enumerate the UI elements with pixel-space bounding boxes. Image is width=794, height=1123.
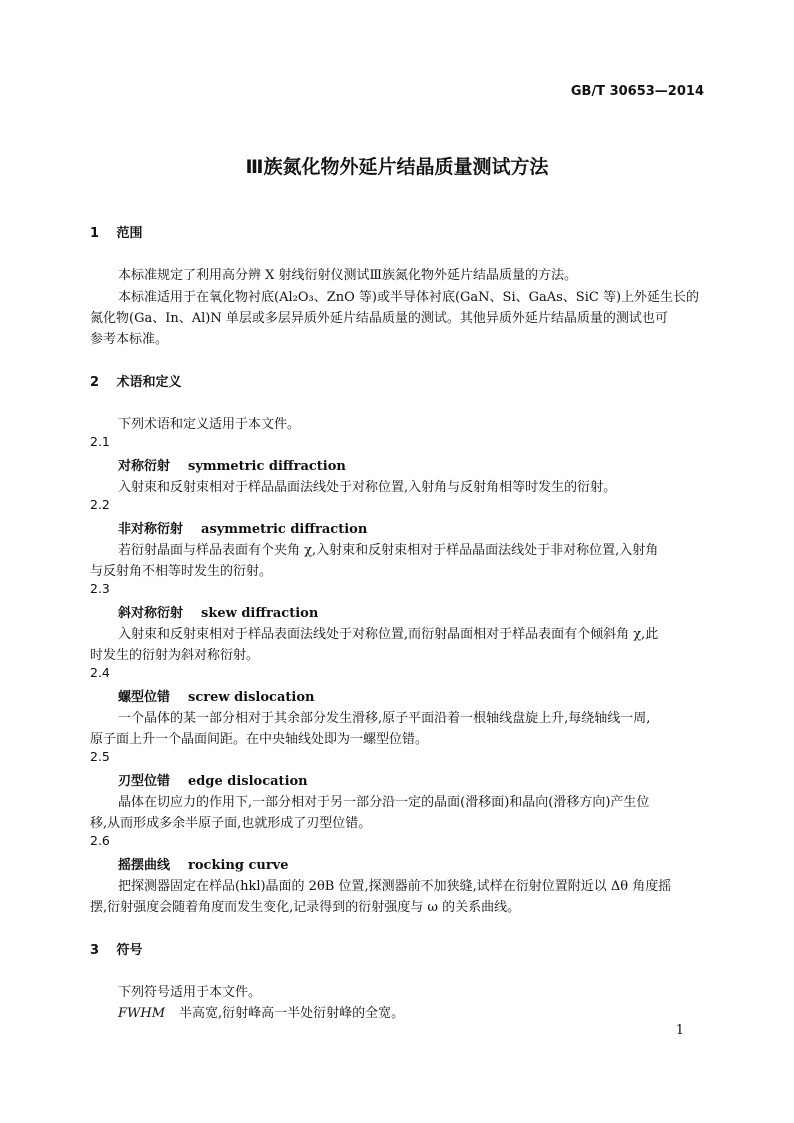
term-zh: 刃型位错 (118, 774, 171, 789)
term-heading (118, 602, 318, 621)
paragraph-line: 参考本标准。 (90, 332, 169, 347)
standard-number: GB/T 30653—2014 (570, 84, 704, 99)
section-number: 1 (90, 226, 100, 241)
term-zh: 螺型位错 (118, 690, 171, 705)
term-en: screw dislocation (188, 690, 315, 705)
definition-line: 入射束和反射束相对于样品晶面法线处于对称位置,入射角与反射角相等时发生的衍射。 (118, 480, 617, 495)
term-zh: 摇摆曲线 (118, 858, 171, 873)
definition-line: 与反射角不相等时发生的衍射。 (90, 564, 273, 579)
section-3-heading (90, 939, 143, 958)
term-zh: 斜对称衍射 (118, 606, 184, 621)
term-en: rocking curve (188, 858, 289, 873)
definition-line: 原子面上升一个晶面间距。在中央轴线处即为一螺型位错。 (90, 732, 429, 747)
paragraph-line: 下列术语和定义适用于本文件。 (118, 417, 301, 432)
term-en: skew diffraction (201, 606, 319, 621)
clause-number: 2.4 (90, 665, 110, 680)
section-number: 2 (90, 375, 100, 390)
document-title: Ⅲ族氮化物外延片结晶质量测试方法 (245, 156, 549, 178)
term-heading (118, 770, 308, 789)
page-number: 1 (675, 1023, 684, 1038)
section-title: 范围 (116, 226, 143, 241)
section-number: 3 (90, 943, 100, 958)
paragraph-line: 本标准规定了利用高分辨 X 射线衍射仪测试Ⅲ族氮化物外延片结晶质量的方法。 (118, 268, 578, 283)
clause-number: 2.1 (90, 434, 110, 449)
definition-line: 入射束和反射束相对于样品表面法线处于对称位置,而衍射晶面相对于样品表面有个倾斜角 χ,此 (118, 627, 659, 642)
symbol-entry (118, 1002, 404, 1021)
paragraph-line: 氮化物(Ga、In、Al)N 单层或多层异质外延片结晶质量的测试。其他异质外延片结晶质量的测试也可 (90, 311, 668, 326)
definition-line: 摆,衍射强度会随着角度而发生变化,记录得到的衍射强度与 ω 的关系曲线。 (90, 900, 521, 915)
paragraph-line: 下列符号适用于本文件。 (118, 985, 262, 1000)
definition-line: 移,从而形成多余半原子面,也就形成了刃型位错。 (90, 816, 372, 831)
clause-number: 2.3 (90, 581, 110, 596)
term-heading (118, 686, 314, 705)
clause-number: 2.2 (90, 497, 110, 512)
definition-line: 一个晶体的某一部分相对于其余部分发生滑移,原子平面沿着一根轴线盘旋上升,每绕轴线一周, (118, 711, 651, 726)
section-1-heading (90, 222, 143, 241)
term-heading (118, 854, 289, 873)
term-en: symmetric diffraction (188, 459, 346, 474)
term-zh: 对称衍射 (118, 459, 171, 474)
section-title: 术语和定义 (116, 375, 182, 390)
clause-number: 2.6 (90, 833, 110, 848)
definition-line: 若衍射晶面与样品表面有个夹角 χ,入射束和反射束相对于样品晶面法线处于非对称位置,入射角 (118, 543, 659, 558)
section-2-heading (90, 371, 182, 390)
definition-line: 把探测器固定在样品(hkl)晶面的 2θB 位置,探测器前不加狭缝,试样在衍射位置附近以 Δθ 角度摇 (118, 879, 672, 894)
symbol-definition: 半高宽,衍射峰高一半处衍射峰的全宽。 (179, 1006, 405, 1021)
paragraph-line: 本标准适用于在氧化物衬底(Al₂O₃、ZnO 等)或半导体衬底(GaN、Si、GaAs、SiC 等)上外延生长的 (118, 290, 700, 305)
definition-line: 晶体在切应力的作用下,一部分相对于另一部分沿一定的晶面(滑移面)和晶向(滑移方向)产生位 (118, 795, 650, 810)
clause-number: 2.5 (90, 749, 110, 764)
definition-line: 时发生的衍射为斜对称衍射。 (90, 648, 260, 663)
term-heading (118, 455, 346, 474)
term-heading (118, 518, 367, 537)
term-en: asymmetric diffraction (201, 522, 368, 537)
section-title: 符号 (116, 943, 143, 958)
term-zh: 非对称衍射 (118, 522, 184, 537)
term-en: edge dislocation (188, 774, 308, 789)
symbol-name: FWHM (118, 1006, 166, 1021)
